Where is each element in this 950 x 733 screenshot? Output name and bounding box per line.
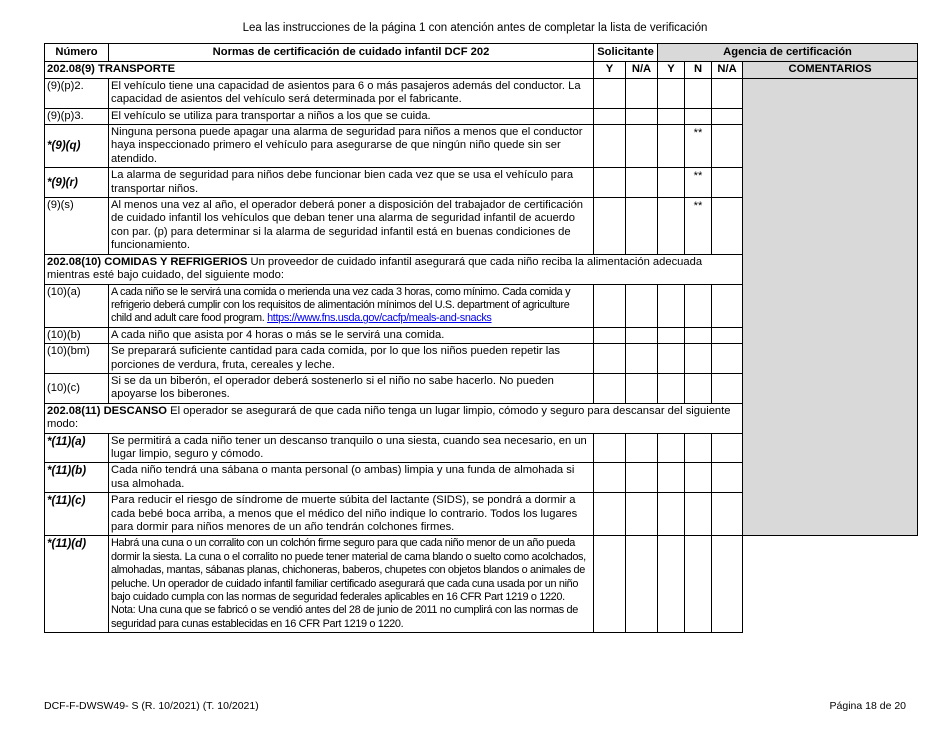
applicant-y-checkbox[interactable] xyxy=(594,125,626,168)
row-number: (10)(a) xyxy=(45,284,109,327)
row-standard: Habrá una cuna o un corralito con un colchón firme seguro para que cada niño menor de un año pueda dormir la siesta. La cuna o el corralito no puede tener material de cama blando o suelto como acolchados, almohadas, mantas, sábanas planas, chichoneras, baberos, chupetes con objetos blandos o animales de peluche. Un operador de cuidado infantil familiar certificado asegurará que cada cuna usada por un niño bajo cuidado cumpla con las normas de seguridad federales aplicables en 16 CFR Part 1219 o 1220. Nota: Una cuna que se fabricó o se vendió antes del 28 de junio de 2011 no cumplirá con las normas de seguridad para cunas establecidas en 16 CFR Part 1219 o 1220. xyxy=(109,536,594,633)
agency-n-checkbox[interactable] xyxy=(685,493,712,536)
agency-n-checkbox[interactable] xyxy=(685,327,712,343)
agency-n-checkbox[interactable] xyxy=(685,373,712,403)
row-number: (9)(p)3. xyxy=(45,108,109,124)
page-number: Página 18 de 20 xyxy=(829,700,906,712)
applicant-na-checkbox[interactable] xyxy=(626,327,658,343)
row-number: (10)(c) xyxy=(45,373,109,403)
agency-n-checkbox[interactable] xyxy=(685,284,712,327)
agency-na-checkbox[interactable] xyxy=(712,327,743,343)
usda-meals-link[interactable]: https://www.fns.usda.gov/cacfp/meals-and-snacks xyxy=(267,312,492,325)
row-standard: Cada niño tendrá una sábana o manta personal (o ambas) limpia y una funda de almohada si usa almohada. xyxy=(109,463,594,493)
col-agencia-header: Agencia de certificación xyxy=(658,44,918,62)
form-id: DCF-F-DWSW49- S (R. 10/2021) (T. 10/2021) xyxy=(44,700,259,712)
agency-n-checkbox[interactable] xyxy=(685,344,712,374)
agency-na-checkbox[interactable] xyxy=(712,463,743,493)
row-number: *(11)(d) xyxy=(45,536,109,633)
row-standard: A cada niño que asista por 4 horas o más se le servirá una comida. xyxy=(109,327,594,343)
applicant-na-checkbox[interactable] xyxy=(626,536,658,633)
row-number: *(11)(b) xyxy=(45,463,109,493)
agency-na-checkbox[interactable] xyxy=(712,198,743,255)
agency-na-checkbox[interactable] xyxy=(712,78,743,108)
applicant-y-checkbox[interactable] xyxy=(594,493,626,536)
agency-y-checkbox[interactable] xyxy=(658,198,685,255)
agency-na-checkbox[interactable] xyxy=(712,284,743,327)
applicant-na-checkbox[interactable] xyxy=(626,373,658,403)
applicant-na-checkbox[interactable] xyxy=(626,78,658,108)
applicant-y-checkbox[interactable] xyxy=(594,78,626,108)
col-na-applicant: N/A xyxy=(626,62,658,78)
applicant-y-checkbox[interactable] xyxy=(594,433,626,463)
col-na-agency: N/A xyxy=(712,62,743,78)
agency-na-checkbox[interactable] xyxy=(712,493,743,536)
applicant-na-checkbox[interactable] xyxy=(626,463,658,493)
applicant-na-checkbox[interactable] xyxy=(626,168,658,198)
table-row xyxy=(45,536,918,633)
agency-na-checkbox[interactable] xyxy=(712,108,743,124)
agency-y-checkbox[interactable] xyxy=(658,125,685,168)
col-solicitante-header: Solicitante xyxy=(594,44,658,62)
applicant-y-checkbox[interactable] xyxy=(594,168,626,198)
agency-n-checkbox[interactable] xyxy=(685,108,712,124)
row-number: (10)(bm) xyxy=(45,344,109,374)
agency-n-mark[interactable]: ** xyxy=(685,198,712,255)
row-standard: Al menos una vez al año, el operador deberá poner a disposición del trabajador de certificación de cuidado infantil los vehículos que deban tener una alarma de seguridad infantil de acuerdo con par. (p) para determinar si la alarma de seguridad infantil está en buenas condiciones de funcionamiento. xyxy=(109,198,594,255)
agency-na-checkbox[interactable] xyxy=(712,536,743,633)
row-standard: Ninguna persona puede apagar una alarma de seguridad para niños a menos que el conductor haya inspeccionado primero el vehículo para asegurarse de que ningún niño quede sin ser atendido. xyxy=(109,125,594,168)
applicant-y-checkbox[interactable] xyxy=(594,108,626,124)
col-y-agency: Y xyxy=(658,62,685,78)
agency-na-checkbox[interactable] xyxy=(712,344,743,374)
row-standard: Se permitirá a cada niño tener un descanso tranquilo o una siesta, cuando sea necesario, en un lugar limpio, seguro y cómodo. xyxy=(109,433,594,463)
applicant-na-checkbox[interactable] xyxy=(626,344,658,374)
agency-y-checkbox[interactable] xyxy=(658,373,685,403)
col-numero-header: Número xyxy=(45,44,109,62)
agency-y-checkbox[interactable] xyxy=(658,433,685,463)
section-comidas-title: 202.08(10) COMIDAS Y REFRIGERIOS xyxy=(47,255,248,268)
col-y-applicant: Y xyxy=(594,62,626,78)
row-standard: Se preparará suficiente cantidad para cada comida, por lo que los niños pueden repetir las porciones de verdura, fruta, cereales y leche. xyxy=(109,344,594,374)
col-comentarios: COMENTARIOS xyxy=(743,62,918,78)
row-standard: El vehículo tiene una capacidad de asientos para 6 o más pasajeros además del conductor. La capacidad de asientos del vehículo será determinada por el fabricante. xyxy=(109,78,594,108)
applicant-na-checkbox[interactable] xyxy=(626,125,658,168)
row-standard-text: A cada niño se le servirá una comida o merienda una vez cada 3 horas, como mínimo. Cada comida y refrigerio deberá cumplir con los requisitos de alimentación mínimos del U.S. department of agriculture child and adult care food program. xyxy=(111,285,571,325)
applicant-y-checkbox[interactable] xyxy=(594,327,626,343)
agency-y-checkbox[interactable] xyxy=(658,108,685,124)
row-standard: La alarma de seguridad para niños debe funcionar bien cada vez que se usa el vehículo para transportar niños. xyxy=(109,168,594,198)
applicant-y-checkbox[interactable] xyxy=(594,536,626,633)
applicant-y-checkbox[interactable] xyxy=(594,373,626,403)
applicant-y-checkbox[interactable] xyxy=(594,284,626,327)
applicant-na-checkbox[interactable] xyxy=(626,108,658,124)
col-n-agency: N xyxy=(685,62,712,78)
col-normas-header: Normas de certificación de cuidado infantil DCF 202 xyxy=(109,44,594,62)
agency-y-checkbox[interactable] xyxy=(658,168,685,198)
agency-y-checkbox[interactable] xyxy=(658,344,685,374)
page-instruction: Lea las instrucciones de la página 1 con atención antes de completar la lista de verificación xyxy=(242,22,708,34)
row-standard: Si se da un biberón, el operador deberá sostenerlo si el niño no sabe hacerlo. No pueden apoyarse los biberones. xyxy=(109,373,594,403)
row-standard: Para reducir el riesgo de síndrome de muerte súbita del lactante (SIDS), se pondrá a dormir a cada bebé boca arriba, a menos que el médico del niño indique lo contrario. Todos los lugares para dormir para niños menores de un año tendrán colchones firmes. xyxy=(109,493,594,536)
section-transporte-title: 202.08(9) TRANSPORTE xyxy=(45,62,594,78)
agency-y-checkbox[interactable] xyxy=(658,78,685,108)
section-descanso-title: 202.08(11) DESCANSO xyxy=(47,404,168,417)
agency-y-checkbox[interactable] xyxy=(658,493,685,536)
applicant-y-checkbox[interactable] xyxy=(594,198,626,255)
row-standard: El vehículo se utiliza para transportar a niños a los que se cuida. xyxy=(109,108,594,124)
applicant-y-checkbox[interactable] xyxy=(594,344,626,374)
agency-na-checkbox[interactable] xyxy=(712,373,743,403)
agency-n-checkbox[interactable] xyxy=(685,78,712,108)
agency-n-mark[interactable]: ** xyxy=(685,168,712,198)
agency-y-checkbox[interactable] xyxy=(658,327,685,343)
row-number: (9)(s) xyxy=(45,198,109,255)
comments-area[interactable] xyxy=(743,78,918,536)
agency-n-checkbox[interactable] xyxy=(685,463,712,493)
agency-n-mark[interactable]: ** xyxy=(685,125,712,168)
applicant-y-checkbox[interactable] xyxy=(594,463,626,493)
row-number: (10)(b) xyxy=(45,327,109,343)
section-descanso-text: El operador se asegurará de que cada niño tenga un lugar limpio, cómodo y seguro para descansar del siguiente modo: xyxy=(47,404,731,431)
agency-n-checkbox[interactable] xyxy=(685,536,712,633)
row-number: (9)(p)2. xyxy=(45,78,109,108)
agency-na-checkbox[interactable] xyxy=(712,433,743,463)
section-comidas-cell xyxy=(45,254,743,284)
row-number: *(11)(a) xyxy=(45,433,109,463)
section-descanso-cell xyxy=(45,403,743,433)
agency-y-checkbox[interactable] xyxy=(658,463,685,493)
row-number: *(9)(q) xyxy=(45,125,109,168)
section-comidas-text: Un proveedor de cuidado infantil asegurará que cada niño reciba la alimentación adecuada mientras esté bajo cuidado, del siguiente modo: xyxy=(47,255,703,282)
agency-n-checkbox[interactable] xyxy=(685,433,712,463)
applicant-na-checkbox[interactable] xyxy=(626,493,658,536)
agency-na-checkbox[interactable] xyxy=(712,168,743,198)
applicant-na-checkbox[interactable] xyxy=(626,433,658,463)
agency-y-checkbox[interactable] xyxy=(658,284,685,327)
agency-na-checkbox[interactable] xyxy=(712,125,743,168)
row-standard xyxy=(109,284,594,327)
applicant-na-checkbox[interactable] xyxy=(626,284,658,327)
table-row xyxy=(45,78,918,108)
row-number: *(9)(r) xyxy=(45,168,109,198)
checklist-table xyxy=(44,43,918,633)
agency-y-checkbox[interactable] xyxy=(658,536,685,633)
applicant-na-checkbox[interactable] xyxy=(626,198,658,255)
row-number: *(11)(c) xyxy=(45,493,109,536)
